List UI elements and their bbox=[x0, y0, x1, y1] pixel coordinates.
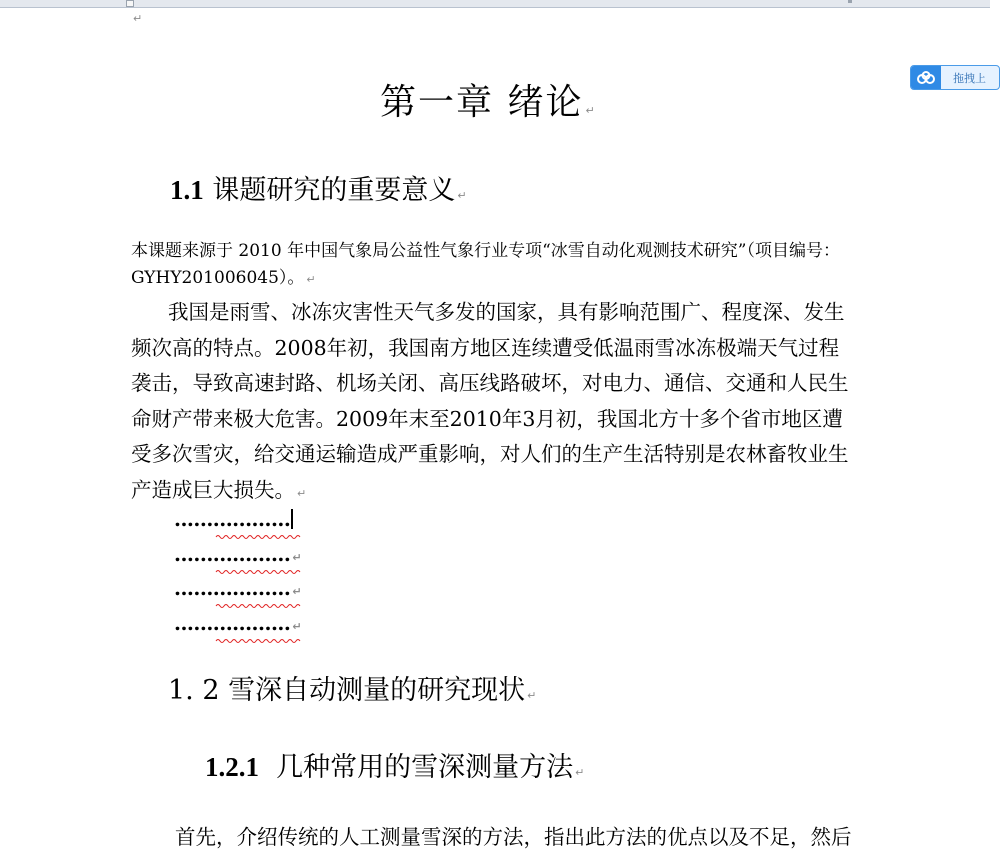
chapter-title-text: 第一章 绪论 bbox=[380, 82, 584, 123]
heading-number: 1.1 bbox=[170, 175, 204, 205]
dot-text: .................. bbox=[174, 576, 291, 600]
spellcheck-underline bbox=[216, 638, 300, 643]
paragraph-mark: ↵ bbox=[575, 766, 585, 779]
paragraph-mark: ↵ bbox=[457, 189, 467, 202]
horizontal-ruler[interactable] bbox=[0, 0, 990, 8]
paragraph-mark: ↵ bbox=[292, 620, 302, 633]
paragraph-mark: ↵ bbox=[297, 486, 307, 500]
dot-line[interactable] bbox=[174, 507, 293, 531]
dot-text: .................. bbox=[174, 507, 291, 531]
heading-1-2[interactable] bbox=[168, 668, 536, 707]
document-page[interactable] bbox=[0, 8, 990, 849]
spellcheck-underline bbox=[216, 534, 300, 539]
heading-text: 几种常用的雪深测量方法 bbox=[276, 752, 574, 783]
heading-text: 雪深自动测量的研究现状 bbox=[228, 675, 526, 706]
paragraph-mark: ↵ bbox=[292, 585, 302, 598]
dot-line[interactable] bbox=[174, 576, 301, 600]
dot-text: .................. bbox=[174, 542, 291, 566]
intro-paragraph[interactable]: 首先，介绍传统的人工测量雪深的方法，指出此方法的优点以及不足，然后 bbox=[175, 825, 852, 849]
spellcheck-underline bbox=[216, 603, 300, 608]
widget-label: 拖拽上 bbox=[953, 71, 986, 85]
paragraph-mark: ↵ bbox=[306, 273, 316, 286]
baidu-cloud-icon bbox=[911, 66, 941, 89]
paragraph-mark: ↵ bbox=[292, 551, 302, 564]
dot-line[interactable] bbox=[174, 542, 301, 566]
source-paragraph[interactable] bbox=[131, 238, 856, 293]
paragraph-mark: ↵ bbox=[585, 104, 597, 117]
paragraph-mark: ↵ bbox=[527, 689, 537, 702]
heading-1-1[interactable] bbox=[170, 168, 467, 207]
heading-text: 课题研究的重要意义 bbox=[212, 175, 456, 206]
source-text: 本课题来源于 2010 年中国气象局公益性气象行业专项“冰雪自动化观测技术研究”（项目编号：GYHY201006045）。 bbox=[131, 241, 840, 288]
ruler-right-margin-marker[interactable] bbox=[848, 0, 852, 3]
heading-number: 1. 2 bbox=[168, 675, 220, 706]
body-paragraph[interactable] bbox=[131, 295, 856, 511]
dot-text: .................. bbox=[174, 611, 291, 635]
text-cursor bbox=[291, 509, 293, 529]
heading-1-2-1[interactable] bbox=[205, 745, 584, 784]
paragraph-mark: ↵ bbox=[133, 12, 143, 25]
dot-line[interactable] bbox=[174, 611, 301, 635]
ruler-indent-marker[interactable] bbox=[126, 0, 134, 7]
baidu-upload-widget[interactable] bbox=[910, 65, 1000, 90]
chapter-title[interactable] bbox=[380, 74, 597, 125]
body-text: 我国是雨雪、冰冻灾害性天气多发的国家，具有影响范围广、程度深、发生频次高的特点。2008年初，我国南方地区连续遭受低温雨雪冰冻极端天气过程袭击，导致高速封路、机场关闭、高压线路破坏，对电力、通信、交通和人民生命财产带来极大危害。2009年末至2010年3月初，我国北方十多个省市地区遭受多次雪灾，给交通运输造成严重影响，对人们的生产生活特别是农林畜牧业生产造成巨大损失。 bbox=[131, 300, 849, 502]
heading-number: 1.2.1 bbox=[205, 752, 259, 782]
spellcheck-underline bbox=[216, 569, 300, 574]
